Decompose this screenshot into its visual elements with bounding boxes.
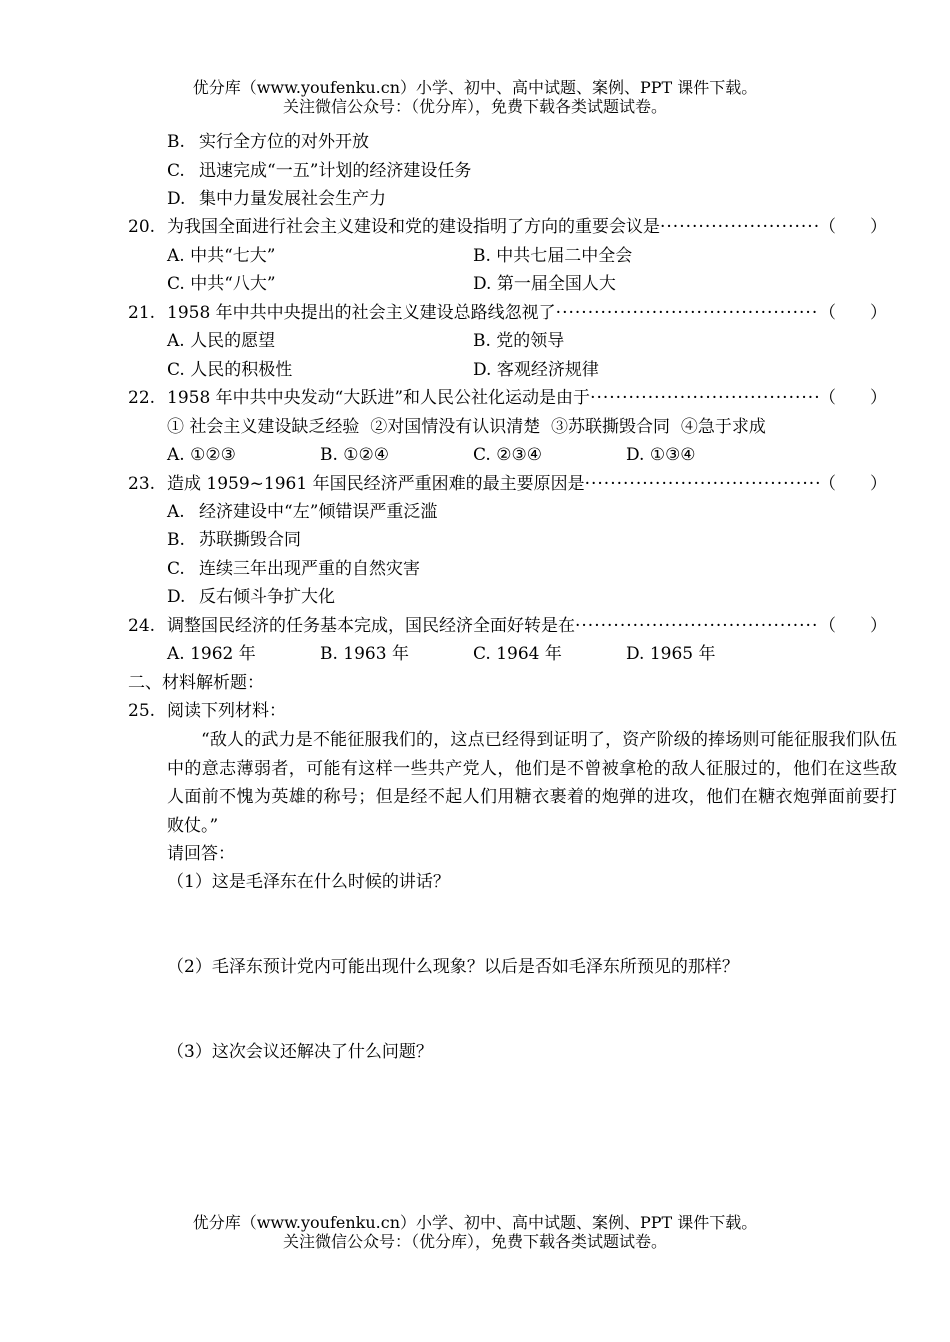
q24-option-a: A. 1962 年 <box>167 644 256 664</box>
q23-option-c: C. 连续三年出现严重的自然灾害 <box>167 559 420 579</box>
q23-option-b: B. 苏联撕毁合同 <box>167 530 301 550</box>
q25-prompt: 请回答： <box>167 844 235 864</box>
q25-subquestion-1: （1）这是毛泽东在什么时候的讲话？ <box>167 872 450 892</box>
answer-bracket: （ ） <box>819 388 887 408</box>
q20-stem: 为我国全面进行社会主义建设和党的建设指明了方向的重要会议是 ····· （ ） <box>167 217 887 237</box>
q24-number: 24. <box>128 616 156 636</box>
answer-bracket: （ ） <box>819 303 887 323</box>
header-line-2: 关注微信公众号：（优分库），免费下载各类试题试卷。 <box>282 97 667 116</box>
footer-line-2: 关注微信公众号：（优分库），免费下载各类试题试卷。 <box>282 1232 667 1251</box>
leader-dots <box>575 616 819 636</box>
q25-subquestion-2: （2）毛泽东预计党内可能出现什么现象？以后是否如毛泽东所预见的那样？ <box>167 957 739 977</box>
q20-option-b: B. 中共七届二中全会 <box>473 246 633 266</box>
q23-option-a: A. 经济建设中“左”倾错误严重泛滥 <box>167 502 438 522</box>
q25-intro: 阅读下列材料： <box>167 701 286 721</box>
footer-line-1: 优分库（www.youfenku.cn）小学、初中、高中试题、案例、PPT 课件下载。 <box>192 1213 758 1232</box>
q22-option-b: B. ①②④ <box>320 445 390 465</box>
header-line-1: 优分库（www.youfenku.cn）小学、初中、高中试题、案例、PPT 课件下载。 <box>192 78 758 97</box>
answer-bracket: （ ） <box>819 616 887 636</box>
q25-number: 25. <box>128 701 156 721</box>
q23-stem: 造成 1959~1961 年国民经济严重困难的最主要原因是 ····· （ ） <box>167 474 887 494</box>
q25-material: “敌人的武力是不能征服我们的，这点已经得到证明了，资产阶级的捧场则可能征服我们队伍中的意志薄弱者，可能有这样一些共产党人，他们是不曾被拿枪的敌人征服过的，他们在这些敌人面前不愧为英雄的称号；但是经不起人们用糖衣裹着的炮弹的进攻，他们在糖衣炮弹面前要打败仗。” <box>167 730 897 836</box>
q21-option-a: A. 人民的愿望 <box>167 331 276 351</box>
q21-option-d: D. 客观经济规律 <box>473 360 599 380</box>
leader-dots <box>660 217 819 237</box>
leader-dots <box>585 474 819 494</box>
page-header <box>0 78 950 116</box>
q21-option-c: C. 人民的积极性 <box>167 360 293 380</box>
q22-items: ① 社会主义建设缺乏经验 ②对国情没有认识清楚 ③苏联撕毁合同 ④急于求成 <box>167 417 766 437</box>
q23-option-d: D. 反右倾斗争扩大化 <box>167 587 335 607</box>
q25-subquestion-3: （3）这次会议还解决了什么问题？ <box>167 1042 433 1062</box>
q21-stem: 1958 年中共中央提出的社会主义建设总路线忽视了 ····· （ ） <box>167 303 887 323</box>
q22-number: 22. <box>128 388 156 408</box>
q24-option-d: D. 1965 年 <box>626 644 716 664</box>
answer-bracket: （ ） <box>819 474 887 494</box>
q19-option-c: C. 迅速完成“一五”计划的经济建设任务 <box>167 161 472 181</box>
leader-dots <box>590 388 819 408</box>
q22-option-a: A. ①②③ <box>167 445 236 465</box>
q19-option-b: B. 实行全方位的对外开放 <box>167 132 369 152</box>
q20-option-a: A. 中共“七大” <box>167 246 276 266</box>
q21-number: 21. <box>128 303 156 323</box>
q21-option-b: B. 党的领导 <box>473 331 565 351</box>
q24-stem: 调整国民经济的任务基本完成，国民经济全面好转是在 ····· （ ） <box>167 616 887 636</box>
q20-option-d: D. 第一届全国人大 <box>473 274 616 294</box>
page-footer <box>0 1213 950 1251</box>
section-title: 二、材料解析题： <box>128 673 264 693</box>
q24-option-b: B. 1963 年 <box>320 644 409 664</box>
q22-option-d: D. ①③④ <box>626 445 696 465</box>
q19-option-d: D. 集中力量发展社会生产力 <box>167 189 386 209</box>
q24-option-c: C. 1964 年 <box>473 644 562 664</box>
q20-option-c: C. 中共“八大” <box>167 274 276 294</box>
leader-dots <box>556 303 819 323</box>
q22-stem: 1958 年中共中央发动“大跃进”和人民公社化运动是由于 ····· （ ） <box>167 388 887 408</box>
q23-number: 23. <box>128 474 156 494</box>
q20-number: 20. <box>128 217 156 237</box>
q22-option-c: C. ②③④ <box>473 445 542 465</box>
answer-bracket: （ ） <box>819 217 887 237</box>
